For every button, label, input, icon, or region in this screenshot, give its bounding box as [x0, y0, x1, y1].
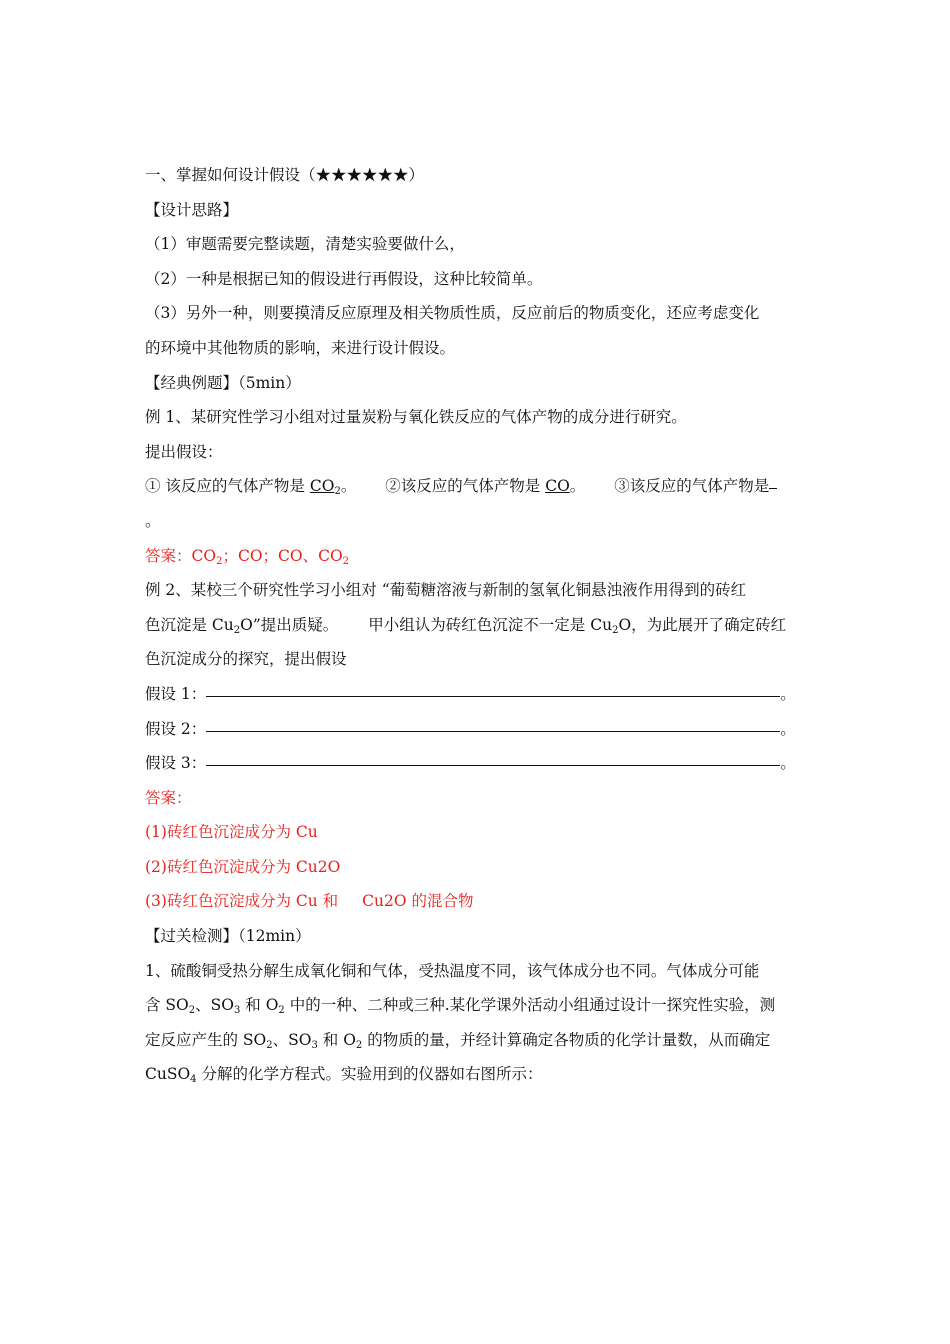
example-2-answer-label: 答案： [145, 788, 192, 807]
hypothesis-1: ① 该反应的气体产物是 $CO_2$。 [145, 477, 357, 498]
example-2-answer-2: (2)砖红色沉淀成分为 Cu2O [145, 857, 341, 876]
hypothesis-blank-1: 假设 1： 。 [145, 684, 796, 703]
example-2-line-1: 例 2、某校三个研究性学习小组对 “葡萄糖溶液与新制的氢氧化铜悬浊液作用得到的砖红 [145, 581, 747, 600]
check-line-3: 定反应产生的 $SO_2$、$SO_3$ 和 $O_2$ 的物质的量，并经计算确定各物质的化学计量数，从而确定 [145, 1030, 771, 1051]
example-1-prompt: 提出假设： [145, 442, 223, 461]
check-line-4: CuSO$_4$ 分解的化学方程式。实验用到的仪器如右图所示： [145, 1065, 543, 1086]
check-title: 【过关检测】（12min） [145, 927, 311, 946]
example-1-answer: 答案：$CO_2$；CO；CO、$CO_2$ [145, 546, 350, 567]
design-title: 【设计思路】 [145, 200, 239, 219]
hypothesis-2: ②该反应的气体产物是 CO。 [385, 477, 586, 496]
design-point-2: （2）一种是根据已知的假设进行再假设，这种比较简单。 [145, 269, 543, 288]
example-2-line-3: 色沉淀成分的探究，提出假设 [145, 650, 347, 669]
example-2-line-2: 色沉淀是 $Cu_2O$”提出质疑。 甲小组认为砖红色沉淀不一定是 $Cu_2O$，为此展开了确定砖红 [145, 615, 787, 636]
hypothesis-blank-2: 假设 2： 。 [145, 719, 796, 738]
hypothesis-3-end: 。 [145, 511, 161, 530]
fill-blank [206, 730, 780, 732]
example-2-answer-3: (3)砖红色沉淀成分为 Cu 和 Cu2O 的混合物 [145, 892, 474, 911]
hypothesis-blank-3: 假设 3： 。 [145, 754, 796, 773]
examples-title: 【经典例题】（5min） [145, 373, 301, 392]
check-line-1: 1、硫酸铜受热分解生成氧化铜和气体，受热温度不同，该气体成分也不同。气体成分可能 [145, 961, 760, 980]
example-1-hypotheses [145, 469, 810, 504]
fill-blank [206, 695, 780, 697]
design-point-3: （3）另外一种，则要摸清反应原理及相关物质性质，反应前后的物质变化，还应考虑变化 [145, 304, 760, 323]
answer-blank [769, 487, 777, 489]
hypothesis-3: ③该反应的气体产物是 [614, 477, 777, 495]
design-point-3-cont: 的环境中其他物质的影响，来进行设计假设。 [145, 338, 456, 357]
fill-blank [206, 764, 780, 766]
check-line-2: 含 $SO_2$、$SO_3$ 和 $O_2$ 中的一种、二种或三种.某化学课外活动小组通过设计一探究性实验，测 [145, 996, 776, 1017]
example-2-answer-1: (1)砖红色沉淀成分为 Cu [145, 823, 318, 842]
document-body [145, 158, 810, 1092]
section-heading: 一、掌握如何设计假设（★★★★★★） [145, 166, 425, 184]
example-1-stem: 例 1、某研究性学习小组对过量炭粉与氧化铁反应的气体产物的成分进行研究。 [145, 408, 687, 427]
design-point-1: （1）审题需要完整读题，清楚实验要做什么， [145, 235, 465, 254]
